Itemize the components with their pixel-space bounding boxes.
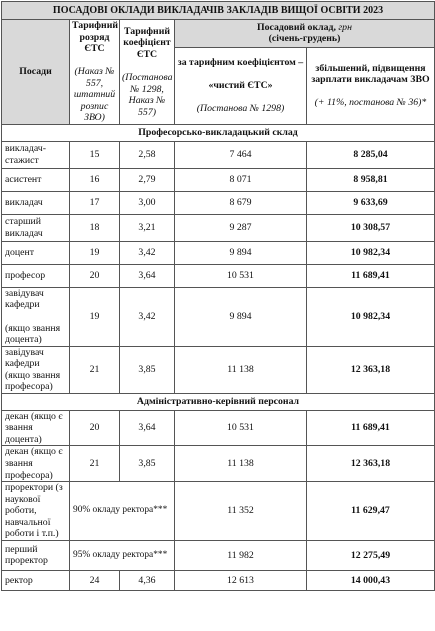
header-za-tarif-note: (Постанова № 1298) <box>196 103 285 115</box>
header-oklad-label: Посадовий оклад, <box>257 21 336 33</box>
section-title: Адміністративно-керівний персонал <box>2 393 435 410</box>
cell-koef: 3,42 <box>120 241 175 264</box>
cell-position <box>2 482 70 541</box>
header-oklad-period: (січень-грудень) <box>268 33 341 45</box>
position-label: декан (якщо є звання професора) <box>5 446 63 481</box>
cell-position <box>2 410 70 446</box>
section-row <box>2 124 435 141</box>
cell-zbilsh: 11 689,41 <box>307 264 435 287</box>
cell-oklad: 9 894 <box>175 241 307 264</box>
cell-oklad: 11 138 <box>175 446 307 482</box>
position-label: викладач <box>5 197 43 209</box>
table-row <box>2 264 435 287</box>
cell-position <box>2 446 70 482</box>
cell-oklad: 8 071 <box>175 168 307 191</box>
position-label: асистент <box>5 174 42 186</box>
cell-koef: 3,85 <box>120 346 175 393</box>
cell-zbilsh: 10 982,34 <box>307 287 435 346</box>
table-row <box>2 570 435 590</box>
position-label: старший викладач <box>5 216 43 239</box>
cell-rozryad: 24 <box>70 570 120 590</box>
header-koef-note: (Постанова № 1298, Наказ № 557) <box>122 71 173 118</box>
cell-oklad: 8 679 <box>175 191 307 214</box>
table-row <box>2 168 435 191</box>
cell-position <box>2 214 70 241</box>
cell-koef: 3,42 <box>120 287 175 346</box>
cell-rozryad: 21 <box>70 446 120 482</box>
cell-zbilsh: 8 958,81 <box>307 168 435 191</box>
header-zbilsh <box>307 47 435 124</box>
cell-rozryad: 20 <box>70 410 120 446</box>
cell-rozryad: 18 <box>70 214 120 241</box>
position-label: проректори (з наукової роботи, навчальної роботи і т.п.) <box>5 482 63 540</box>
header-za-tarif <box>175 47 307 124</box>
section-title: Професорсько-викладацький склад <box>2 124 435 141</box>
cell-oklad: 10 531 <box>175 410 307 446</box>
header-zbilsh-note: (+ 11%, постанова № 36)* <box>314 97 427 109</box>
position-label: ректор <box>5 574 33 586</box>
position-label: викладач-стажист <box>5 143 46 166</box>
header-chystyi: «чистий ЄТС» <box>208 80 273 92</box>
header-oklad-unit: грн <box>338 21 352 33</box>
table-title: ПОСАДОВІ ОКЛАДИ ВИКЛАДАЧІВ ЗАКЛАДІВ ВИЩОЇ ОСВІТИ 2023 <box>2 2 435 20</box>
table-row <box>2 482 435 541</box>
cell-oklad: 9 894 <box>175 287 307 346</box>
cell-oklad: 10 531 <box>175 264 307 287</box>
cell-koef: 3,64 <box>120 410 175 446</box>
cell-zbilsh: 12 363,18 <box>307 446 435 482</box>
cell-position <box>2 346 70 393</box>
header-rozryad <box>70 20 120 125</box>
cell-rozryad: 16 <box>70 168 120 191</box>
cell-position <box>2 168 70 191</box>
section-row <box>2 393 435 410</box>
salary-document <box>1 1 434 591</box>
cell-position <box>2 241 70 264</box>
cell-koef: 3,00 <box>120 191 175 214</box>
table-row <box>2 540 435 570</box>
cell-oklad: 11 352 <box>175 482 307 541</box>
cell-position <box>2 540 70 570</box>
table-row <box>2 346 435 393</box>
cell-koef: 3,21 <box>120 214 175 241</box>
cell-koef: 3,85 <box>120 446 175 482</box>
cell-zbilsh: 12 275,49 <box>307 540 435 570</box>
cell-koef: 3,64 <box>120 264 175 287</box>
table-row <box>2 191 435 214</box>
position-label: завідувач кафедри <box>5 287 44 311</box>
table-row <box>2 141 435 168</box>
header-oklad <box>175 20 435 48</box>
cell-oklad: 11 982 <box>175 540 307 570</box>
salary-table <box>1 1 435 591</box>
cell-oklad: 11 138 <box>175 346 307 393</box>
table-row <box>2 241 435 264</box>
header-rozryad-note: (Наказ № 557, штатний розпис ЗВО) <box>73 66 116 124</box>
cell-rector-share: 95% окладу ректора*** <box>70 540 175 570</box>
cell-position <box>2 191 70 214</box>
table-row <box>2 410 435 446</box>
position-label: доцент <box>5 247 34 259</box>
header-rozryad-label: Тарифний розряд ЄТС <box>72 20 118 55</box>
cell-rozryad: 19 <box>70 241 120 264</box>
cell-rozryad: 19 <box>70 287 120 346</box>
cell-zbilsh: 11 689,41 <box>307 410 435 446</box>
cell-oklad: 9 287 <box>175 214 307 241</box>
header-zbilsh-label: збільшений, підвищення зарплати викладачам ЗВО <box>311 62 430 86</box>
cell-zbilsh: 8 285,04 <box>307 141 435 168</box>
header-za-tarif-label: за тарифним коефіцієнтом – <box>177 56 304 68</box>
cell-zbilsh: 14 000,43 <box>307 570 435 590</box>
cell-zbilsh: 12 363,18 <box>307 346 435 393</box>
cell-koef: 2,79 <box>120 168 175 191</box>
cell-oklad: 7 464 <box>175 141 307 168</box>
cell-position <box>2 141 70 168</box>
cell-rozryad: 20 <box>70 264 120 287</box>
cell-rozryad: 17 <box>70 191 120 214</box>
cell-position <box>2 570 70 590</box>
cell-rozryad: 15 <box>70 141 120 168</box>
cell-koef: 4,36 <box>120 570 175 590</box>
header-koef <box>120 20 175 125</box>
cell-oklad: 12 613 <box>175 570 307 590</box>
cell-koef: 2,58 <box>120 141 175 168</box>
position-extra: (якщо звання доцента) <box>5 322 61 346</box>
cell-zbilsh: 11 629,47 <box>307 482 435 541</box>
cell-zbilsh: 10 308,57 <box>307 214 435 241</box>
header-koef-label: Тарифний коефіцієнт ЄТС <box>123 25 171 60</box>
header-posady-label: Посади <box>19 66 52 78</box>
position-label: завідувач кафедри (якщо звання професора) <box>5 346 61 393</box>
position-label: перший проректор <box>5 543 48 567</box>
cell-rozryad: 21 <box>70 346 120 393</box>
cell-zbilsh: 9 633,69 <box>307 191 435 214</box>
table-body <box>2 124 435 590</box>
table-row <box>2 287 435 346</box>
header-posady <box>2 20 70 125</box>
table-row <box>2 214 435 241</box>
cell-rector-share: 90% окладу ректора*** <box>70 482 175 541</box>
position-label: декан (якщо є звання доцента) <box>5 410 63 445</box>
cell-zbilsh: 10 982,34 <box>307 241 435 264</box>
table-row <box>2 446 435 482</box>
position-label: професор <box>5 270 46 282</box>
cell-position <box>2 287 70 346</box>
cell-position <box>2 264 70 287</box>
